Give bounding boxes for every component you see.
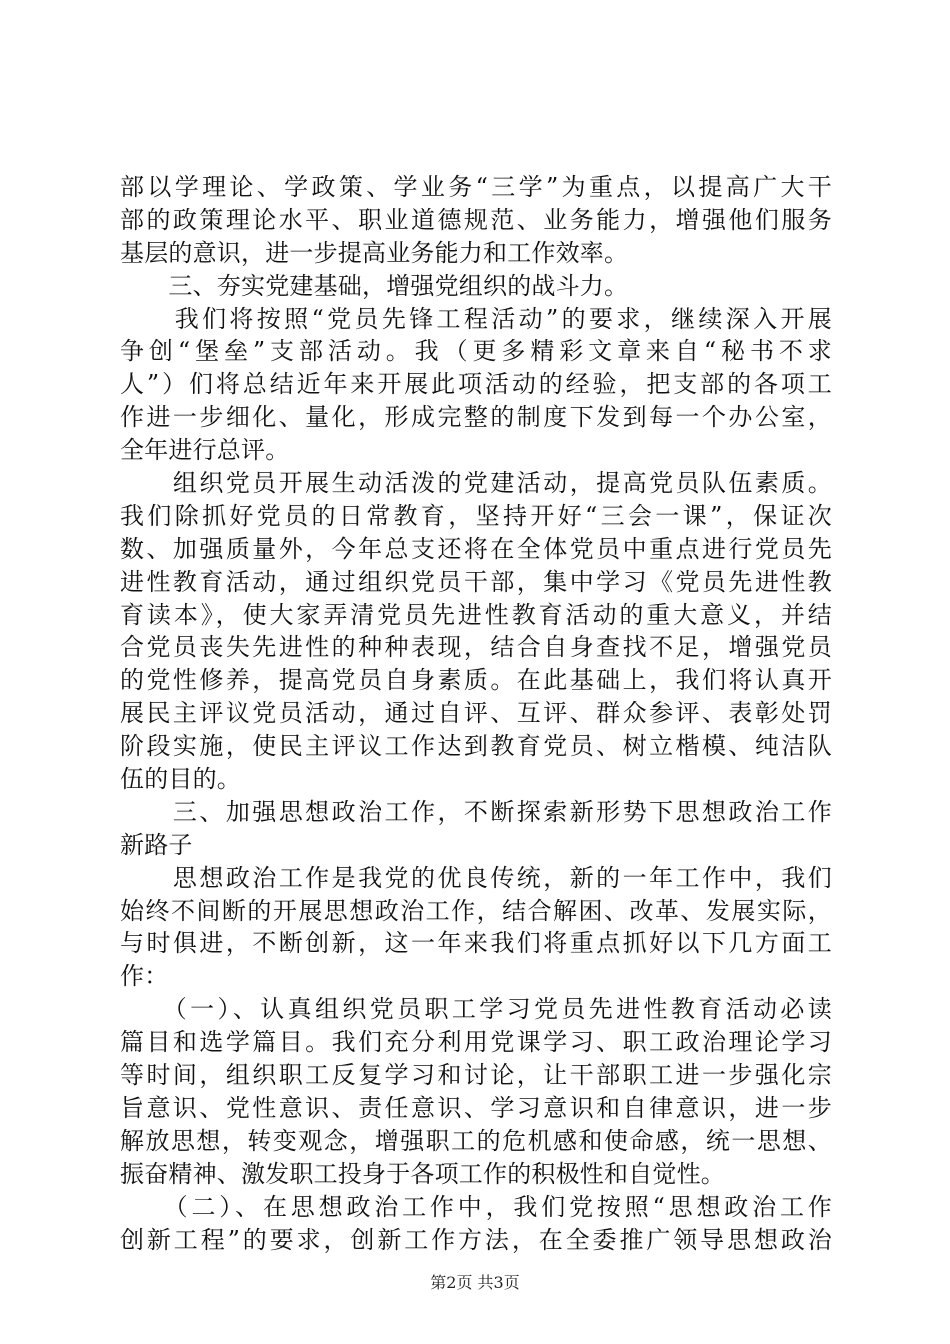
text-line: 进性教育活动，通过组织党员干部，集中学习《党员先进性教 bbox=[120, 567, 832, 596]
text-line: 人”）们将总结近年来开展此项活动的经验，把支部的各项工 bbox=[120, 370, 832, 399]
text-line: 解放思想，转变观念，增强职工的危机感和使命感，统一思想、 bbox=[120, 1126, 832, 1155]
text-line: 育读本》，使大家弄清党员先进性教育活动的重大意义，并结 bbox=[120, 600, 832, 629]
text-line: 阶段实施，使民主评议工作达到教育党员、树立楷模、纯洁队 bbox=[120, 732, 832, 761]
text-line: 展民主评议党员活动，通过自评、互评、群众参评、表彰处罚 bbox=[120, 699, 832, 728]
text-line: 数、加强质量外，今年总支还将在全体党员中重点进行党员先 bbox=[120, 534, 832, 563]
text-line: 我们除抓好党员的日常教育，坚持开好“三会一课”，保证次 bbox=[120, 501, 832, 530]
text-line: （二）、在思想政治工作中，我们党按照“思想政治工作 bbox=[120, 1192, 832, 1221]
text-line: 基层的意识，进一步提高业务能力和工作效率。 bbox=[120, 238, 629, 267]
page-footer: 第2页 共3页 bbox=[430, 1273, 520, 1292]
text-line: 全年进行总评。 bbox=[120, 436, 290, 465]
text-line: 振奋精神、激发职工投身于各项工作的积极性和自觉性。 bbox=[120, 1159, 725, 1188]
text-line: 思想政治工作是我党的优良传统，新的一年工作中，我们 bbox=[120, 863, 832, 892]
text-line: 部的政策理论水平、职业道德规范、业务能力，增强他们服务 bbox=[120, 205, 832, 234]
text-line: 作： bbox=[120, 962, 169, 991]
text-line: 我们将按照“党员先锋工程活动”的要求，继续深入开展 bbox=[120, 304, 832, 333]
text-line: 三、加强思想政治工作，不断探索新形势下思想政治工作 bbox=[120, 797, 832, 826]
text-line: 合党员丧失先进性的种种表现，结合自身查找不足，增强党员 bbox=[120, 633, 832, 662]
text-line: 与时俱进，不断创新，这一年来我们将重点抓好以下几方面工 bbox=[120, 929, 832, 958]
text-line: 始终不间断的开展思想政治工作，结合解困、改革、发展实际， bbox=[120, 896, 832, 925]
text-line: 部以学理论、学政策、学业务“三学”为重点，以提高广大干 bbox=[120, 173, 832, 201]
text-line: 三、夯实党建基础，增强党组织的战斗力。 bbox=[120, 271, 629, 300]
text-line: 争创“堡垒”支部活动。我（更多精彩文章来自“秘书不求 bbox=[120, 337, 832, 366]
text-line: 组织党员开展生动活泼的党建活动，提高党员队伍素质。 bbox=[120, 469, 832, 498]
text-line: 篇目和选学篇目。我们充分利用党课学习、职工政治理论学习 bbox=[120, 1028, 832, 1057]
text-line: （一）、认真组织党员职工学习党员先进性教育活动必读 bbox=[120, 995, 832, 1024]
text-line: 等时间，组织职工反复学习和讨论，让干部职工进一步强化宗 bbox=[120, 1061, 832, 1090]
text-line: 新路子 bbox=[120, 830, 193, 859]
text-line: 的党性修养，提高党员自身素质。在此基础上，我们将认真开 bbox=[120, 666, 832, 695]
text-line: 伍的目的。 bbox=[120, 765, 241, 794]
text-line: 旨意识、党性意识、责任意识、学习意识和自律意识，进一步 bbox=[120, 1093, 832, 1122]
body-text bbox=[120, 171, 832, 1256]
text-line: 创新工程”的要求，创新工作方法，在全委推广领导思想政治 bbox=[120, 1225, 832, 1254]
text-line: 作进一步细化、量化，形成完整的制度下发到每一个办公室， bbox=[120, 403, 832, 432]
